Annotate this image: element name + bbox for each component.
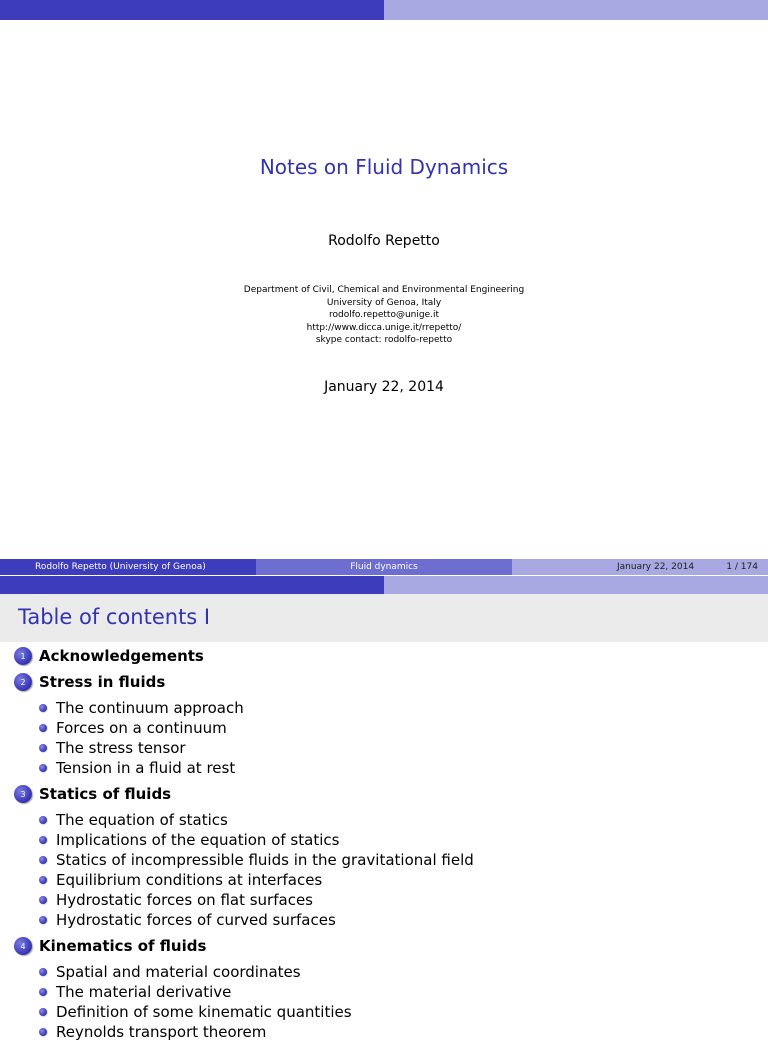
toc-slide	[0, 576, 768, 1041]
toc-subsection-label: Statics of incompressible fluids in the gravitational field	[56, 851, 474, 869]
top-bar-light	[384, 576, 768, 596]
footer-title	[256, 559, 512, 575]
toc-section[interactable]	[14, 784, 171, 804]
institute-line: Department of Civil, Chemical and Environmental Engineering	[243, 285, 525, 295]
footer-page-number: 1 / 174	[726, 562, 758, 572]
top-bar-dark	[0, 576, 384, 596]
bullet-icon	[39, 704, 47, 712]
footer-title-text: Fluid dynamics	[350, 562, 418, 572]
toc-subsection-label: The stress tensor	[56, 739, 186, 757]
toc-subsection[interactable]	[39, 910, 336, 930]
toc-subsection-label: Forces on a continuum	[56, 719, 227, 737]
toc-subsection[interactable]	[39, 718, 227, 738]
top-bar-dark	[0, 0, 384, 20]
toc-subsection[interactable]	[39, 830, 339, 850]
toc-section[interactable]	[14, 672, 165, 692]
footer-date: January 22, 2014	[617, 562, 695, 572]
footer-date-page	[512, 559, 768, 575]
institute-block	[0, 284, 768, 347]
bullet-icon	[39, 744, 47, 752]
institute-line: skype contact: rodolfo-repetto	[315, 335, 453, 345]
bullet-icon	[39, 876, 47, 884]
bullet-icon	[39, 836, 47, 844]
toc-subsection[interactable]	[39, 758, 235, 778]
toc-section-label: Kinematics of fluids	[39, 937, 207, 955]
toc-section-label: Stress in fluids	[39, 673, 166, 691]
section-number-icon: 2	[14, 673, 32, 691]
toc-subsection[interactable]	[39, 982, 231, 1002]
institute-line: University of Genoa, Italy	[326, 297, 442, 308]
presentation-title: Notes on Fluid Dynamics	[259, 155, 509, 179]
toc-section-label: Acknowledgements	[39, 647, 204, 665]
toc-subsection-label: Hydrostatic forces of curved surfaces	[56, 911, 336, 929]
bullet-icon	[39, 764, 47, 772]
bullet-icon	[39, 988, 47, 996]
frame-title: Table of contents I	[18, 605, 211, 629]
section-number-icon: 1	[14, 647, 32, 665]
bullet-icon	[39, 856, 47, 864]
toc-subsection-label: The material derivative	[56, 983, 232, 1001]
toc-subsection[interactable]	[39, 850, 474, 870]
toc-section-label: Statics of fluids	[39, 785, 172, 803]
toc-subsection[interactable]	[39, 962, 301, 982]
top-bar	[0, 0, 768, 20]
toc-subsection[interactable]	[39, 870, 322, 890]
toc-subsection-label: Reynolds transport theorem	[56, 1023, 267, 1041]
bullet-icon	[39, 816, 47, 824]
bullet-icon	[39, 724, 47, 732]
toc-subsection[interactable]	[39, 810, 228, 830]
toc-section[interactable]	[14, 646, 204, 666]
section-number-icon: 4	[14, 937, 32, 955]
section-number-icon: 3	[14, 785, 32, 803]
footer-author-text: Rodolfo Repetto (University of Genoa)	[35, 562, 206, 572]
toc-subsection-label: Equilibrium conditions at interfaces	[56, 871, 323, 889]
toc-subsection[interactable]	[39, 890, 313, 910]
toc-subsection[interactable]	[39, 698, 244, 718]
toc-subsection-label: Hydrostatic forces on flat surfaces	[56, 891, 313, 909]
toc-subsection[interactable]	[39, 1022, 266, 1042]
toc-subsection-label: Implications of the equation of statics	[56, 831, 340, 849]
top-bar	[0, 576, 768, 596]
bullet-icon	[39, 1028, 47, 1036]
footer-author	[0, 559, 256, 575]
toc-subsection-label: Definition of some kinematic quantities	[56, 1003, 352, 1021]
toc-subsection-label: Tension in a fluid at rest	[56, 759, 236, 777]
footer-bar	[0, 559, 768, 575]
toc-subsection[interactable]	[39, 1002, 352, 1022]
institute-url[interactable]: http://www.dicca.unige.it/rrepetto/	[306, 322, 462, 333]
frame-title-bar	[0, 594, 768, 642]
bullet-icon	[39, 1008, 47, 1016]
presentation-date: January 22, 2014	[324, 379, 444, 395]
toc-subsection[interactable]	[39, 738, 186, 758]
toc-subsection-label: Spatial and material coordinates	[56, 963, 301, 981]
institute-email[interactable]: rodolfo.repetto@unige.it	[328, 310, 439, 320]
toc-subsection-label: The continuum approach	[56, 699, 244, 717]
bullet-icon	[39, 968, 47, 976]
bullet-icon	[39, 916, 47, 924]
top-bar-light	[384, 0, 768, 20]
author-name: Rodolfo Repetto	[328, 233, 440, 249]
bullet-icon	[39, 896, 47, 904]
toc-section[interactable]	[14, 936, 206, 956]
toc-subsection-label: The equation of statics	[56, 811, 228, 829]
